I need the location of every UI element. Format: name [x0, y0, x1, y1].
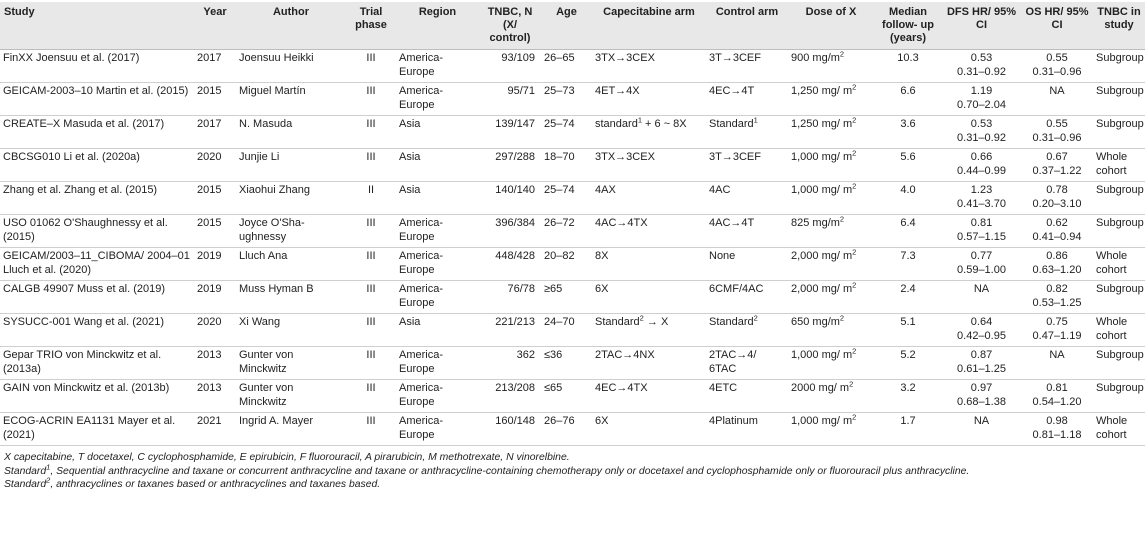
cell-year: 2013: [194, 380, 236, 413]
cell-tnbc-n: 213/208: [479, 380, 541, 413]
cell-os: NA: [1021, 83, 1093, 116]
cell-control-arm: 4EC→4T: [706, 83, 788, 116]
cell-age: 25–74: [541, 116, 592, 149]
cell-tnbc-in-study: Subgroup: [1093, 380, 1145, 413]
cell-region: America-Europe: [396, 83, 479, 116]
cell-region: Asia: [396, 314, 479, 347]
cell-region: America-Europe: [396, 281, 479, 314]
cell-followup: 3.6: [874, 116, 942, 149]
cell-year: 2015: [194, 215, 236, 248]
cell-age: 26–65: [541, 50, 592, 83]
cell-author: Gunter von Minckwitz: [236, 380, 346, 413]
cell-author: Joyce O'Sha- ughnessy: [236, 215, 346, 248]
cell-dose: 1,000 mg/ $m^2$: [788, 347, 874, 380]
cell-tnbc-in-study: Subgroup: [1093, 182, 1145, 215]
header-age: Age: [556, 6, 577, 18]
cell-control-arm: 3T→3CEF: [706, 50, 788, 83]
cell-region: America-Europe: [396, 50, 479, 83]
cell-tnbc-n: 221/213: [479, 314, 541, 347]
cell-followup: 5.6: [874, 149, 942, 182]
table-row: [0, 380, 1145, 413]
cell-age: ≤36: [541, 347, 592, 380]
cell-study: SYSUCC-001 Wang et al. (2021): [0, 314, 194, 347]
cell-dose: 2000 mg/ $m^2$: [788, 380, 874, 413]
cell-os: NA: [1021, 347, 1093, 380]
cell-tnbc-in-study: Whole cohort: [1093, 314, 1145, 347]
cell-age: ≥65: [541, 281, 592, 314]
cell-os: 0.62 0.41–0.94: [1021, 215, 1093, 248]
table-row: [0, 281, 1145, 314]
cell-year: 2017: [194, 116, 236, 149]
cell-phase: III: [346, 50, 396, 83]
cell-followup: 4.0: [874, 182, 942, 215]
cell-year: 2021: [194, 413, 236, 446]
cell-tnbc-n: 93/109: [479, 50, 541, 83]
header-year: Year: [203, 6, 227, 18]
cell-author: Junjie Li: [236, 149, 346, 182]
cell-study: Gepar TRIO von Minckwitz et al. (2013a): [0, 347, 194, 380]
cell-year: 2013: [194, 347, 236, 380]
cell-cap-arm: 2TAC→4NX: [592, 347, 706, 380]
table-row: [0, 116, 1145, 149]
cell-os: 0.55 0.31–0.96: [1021, 116, 1093, 149]
cell-cap-arm: 4EC→4TX: [592, 380, 706, 413]
cell-control-arm: Standard$^2$: [706, 314, 788, 347]
cell-study: CREATE–X Masuda et al. (2017): [0, 116, 194, 149]
cell-dfs: NA: [942, 281, 1021, 314]
cell-dose: 1,000 mg/ $m^2$: [788, 149, 874, 182]
table-header: [0, 2, 1145, 50]
cell-tnbc-n: 139/147: [479, 116, 541, 149]
cell-year: 2020: [194, 149, 236, 182]
cell-year: 2020: [194, 314, 236, 347]
cell-dose: 1,250 mg/ $m^2$: [788, 83, 874, 116]
cell-region: America-Europe: [396, 215, 479, 248]
cell-tnbc-n: 362: [479, 347, 541, 380]
cell-os: 0.82 0.53–1.25: [1021, 281, 1093, 314]
cell-followup: 5.2: [874, 347, 942, 380]
header-tnbc-in-study: TNBC in study: [1097, 6, 1141, 31]
cell-author: N. Masuda: [236, 116, 346, 149]
cell-year: 2019: [194, 248, 236, 281]
cell-tnbc-n: 140/140: [479, 182, 541, 215]
table-row: [0, 215, 1145, 248]
cell-followup: 3.2: [874, 380, 942, 413]
cell-region: America-Europe: [396, 347, 479, 380]
cell-age: 25–74: [541, 182, 592, 215]
cell-os: 0.98 0.81–1.18: [1021, 413, 1093, 446]
table-body: [0, 50, 1145, 446]
table-row: [0, 347, 1145, 380]
header-control-arm: Control arm: [715, 6, 779, 18]
cell-study: GEICAM/2003–11_CIBOMA/ 2004–01 Lluch et al. (2020): [0, 248, 194, 281]
cell-study: FinXX Joensuu et al. (2017): [0, 50, 194, 83]
cell-study: CBCSG010 Li et al. (2020a): [0, 149, 194, 182]
trials-table: [0, 2, 1145, 446]
cell-author: Lluch Ana: [236, 248, 346, 281]
cell-region: America-Europe: [396, 413, 479, 446]
cell-author: Xiaohui Zhang: [236, 182, 346, 215]
cell-author: Ingrid A. Mayer: [236, 413, 346, 446]
cell-tnbc-in-study: Subgroup: [1093, 83, 1145, 116]
cell-dose: 1,250 mg/ $m^2$: [788, 116, 874, 149]
header-tnbc-n: TNBC, N (X/ control): [487, 6, 533, 44]
cell-study: ECOG-ACRIN EA1131 Mayer et al. (2021): [0, 413, 194, 446]
cell-phase: III: [346, 380, 396, 413]
cell-followup: 1.7: [874, 413, 942, 446]
cell-author: Xi Wang: [236, 314, 346, 347]
cell-followup: 6.4: [874, 215, 942, 248]
cell-tnbc-n: 76/78: [479, 281, 541, 314]
table-row: [0, 50, 1145, 83]
footnote-standard-2: Standard$^2$, anthracyclines or taxanes based or anthracyclines and taxanes based.: [4, 475, 381, 490]
cell-dose: 900 $mg/m^2$: [788, 50, 874, 83]
cell-phase: III: [346, 413, 396, 446]
cell-os: 0.78 0.20–3.10: [1021, 182, 1093, 215]
cell-followup: 2.4: [874, 281, 942, 314]
cell-dfs: 0.87 0.61–1.25: [942, 347, 1021, 380]
cell-followup: 6.6: [874, 83, 942, 116]
cell-tnbc-in-study: Subgroup: [1093, 281, 1145, 314]
header-dfs: DFS HR/ 95% CI: [946, 6, 1017, 31]
cell-dose: 1,000 mg/ $m^2$: [788, 413, 874, 446]
cell-control-arm: 4AC: [706, 182, 788, 215]
cell-cap-arm: 3TX→3CEX: [592, 149, 706, 182]
cell-age: 25–73: [541, 83, 592, 116]
cell-age: 20–82: [541, 248, 592, 281]
header-author: Author: [272, 6, 310, 18]
cell-region: America-Europe: [396, 248, 479, 281]
cell-year: 2017: [194, 50, 236, 83]
cell-dfs: NA: [942, 413, 1021, 446]
cell-phase: III: [346, 314, 396, 347]
cell-phase: III: [346, 215, 396, 248]
cell-author: Muss Hyman B: [236, 281, 346, 314]
header-study: Study: [4, 6, 35, 18]
cell-dfs: 0.77 0.59–1.00: [942, 248, 1021, 281]
cell-phase: II: [346, 182, 396, 215]
table-row: [0, 314, 1145, 347]
cell-region: Asia: [396, 116, 479, 149]
cell-control-arm: None: [706, 248, 788, 281]
cell-study: CALGB 49907 Muss et al. (2019): [0, 281, 194, 314]
cell-study: Zhang et al. Zhang et al. (2015): [0, 182, 194, 215]
cell-followup: 7.3: [874, 248, 942, 281]
cell-phase: III: [346, 116, 396, 149]
cell-control-arm: 6CMF/4AC: [706, 281, 788, 314]
cell-study: GEICAM-2003–10 Martin et al. (2015): [0, 83, 194, 116]
cell-cap-arm: standard$^1$ + 6 ~ 8X: [592, 116, 706, 149]
cell-cap-arm: 4AC→4TX: [592, 215, 706, 248]
cell-dfs: 0.64 0.42–0.95: [942, 314, 1021, 347]
cell-os: 0.81 0.54–1.20: [1021, 380, 1093, 413]
header-region: Region: [418, 6, 457, 18]
table-row: [0, 149, 1145, 182]
header-os: OS HR/ 95% CI: [1025, 6, 1089, 31]
cell-followup: 5.1: [874, 314, 942, 347]
cell-age: ≤65: [541, 380, 592, 413]
cell-phase: III: [346, 281, 396, 314]
footnote-standard-1: Standard$^1$, Sequential anthracycline and taxane or concurrent anthracycline and taxane or anthracycline-containing chemotherapy only or docetaxel and cyclophosphamide only or fluorouracil plus anthracycline.: [4, 462, 970, 477]
cell-region: America-Europe: [396, 380, 479, 413]
cell-dfs: 0.53 0.31–0.92: [942, 116, 1021, 149]
cell-control-arm: 3T→3CEF: [706, 149, 788, 182]
cell-dose: 825 $mg/m^2$: [788, 215, 874, 248]
cell-phase: III: [346, 248, 396, 281]
cell-dose: 1,000 mg/ $m^2$: [788, 182, 874, 215]
cell-tnbc-n: 396/384: [479, 215, 541, 248]
table-footnotes: [0, 446, 1145, 492]
cell-dfs: 0.66 0.44–0.99: [942, 149, 1021, 182]
cell-year: 2019: [194, 281, 236, 314]
cell-control-arm: 2TAC→4/ 6TAC: [706, 347, 788, 380]
cell-phase: III: [346, 347, 396, 380]
cell-age: 24–70: [541, 314, 592, 347]
cell-phase: III: [346, 149, 396, 182]
cell-tnbc-n: 297/288: [479, 149, 541, 182]
cell-dfs: 0.53 0.31–0.92: [942, 50, 1021, 83]
cell-tnbc-in-study: Subgroup: [1093, 50, 1145, 83]
cell-author: Miguel Martín: [236, 83, 346, 116]
table-row: [0, 248, 1145, 281]
table-row: [0, 413, 1145, 446]
cell-cap-arm: 6X: [592, 413, 706, 446]
header-followup: Median follow- up (years): [882, 6, 934, 44]
cell-region: Asia: [396, 182, 479, 215]
cell-os: 0.67 0.37–1.22: [1021, 149, 1093, 182]
cell-dfs: 1.23 0.41–3.70: [942, 182, 1021, 215]
cell-followup: 10.3: [874, 50, 942, 83]
cell-author: Gunter von Minckwitz: [236, 347, 346, 380]
cell-tnbc-n: 95/71: [479, 83, 541, 116]
cell-os: 0.55 0.31–0.96: [1021, 50, 1093, 83]
cell-study: USO 01062 O'Shaughnessy et al. (2015): [0, 215, 194, 248]
header-dose: Dose of X: [805, 6, 857, 18]
cell-age: 26–72: [541, 215, 592, 248]
cell-cap-arm: 4ET→4X: [592, 83, 706, 116]
cell-dfs: 0.97 0.68–1.38: [942, 380, 1021, 413]
cell-control-arm: Standard$^1$: [706, 116, 788, 149]
cell-age: 26–76: [541, 413, 592, 446]
table-row: [0, 182, 1145, 215]
cell-study: GAIN von Minckwitz et al. (2013b): [0, 380, 194, 413]
cell-dose: 2,000 mg/ $m^2$: [788, 248, 874, 281]
cell-dfs: 1.19 0.70–2.04: [942, 83, 1021, 116]
cell-author: Joensuu Heikki: [236, 50, 346, 83]
cell-cap-arm: 8X: [592, 248, 706, 281]
cell-control-arm: 4ETC: [706, 380, 788, 413]
cell-year: 2015: [194, 182, 236, 215]
cell-dose: 650 $mg/m^2$: [788, 314, 874, 347]
cell-dfs: 0.81 0.57–1.15: [942, 215, 1021, 248]
cell-cap-arm: 3TX→3CEX: [592, 50, 706, 83]
cell-os: 0.75 0.47–1.19: [1021, 314, 1093, 347]
cell-year: 2015: [194, 83, 236, 116]
cell-tnbc-in-study: Subgroup: [1093, 116, 1145, 149]
header-cap-arm: Capecitabine arm: [603, 6, 695, 18]
cell-tnbc-in-study: Whole cohort: [1093, 248, 1145, 281]
cell-cap-arm: Standard$^2$ → X: [592, 314, 706, 347]
cell-tnbc-in-study: Subgroup: [1093, 215, 1145, 248]
cell-cap-arm: 6X: [592, 281, 706, 314]
table-row: [0, 83, 1145, 116]
cell-control-arm: 4AC→4T: [706, 215, 788, 248]
cell-phase: III: [346, 83, 396, 116]
cell-tnbc-in-study: Subgroup: [1093, 347, 1145, 380]
cell-cap-arm: 4AX: [592, 182, 706, 215]
cell-tnbc-in-study: Whole cohort: [1093, 413, 1145, 446]
cell-tnbc-n: 448/428: [479, 248, 541, 281]
cell-dose: 2,000 mg/ $m^2$: [788, 281, 874, 314]
header-phase: Trial phase: [355, 6, 387, 31]
cell-tnbc-in-study: Whole cohort: [1093, 149, 1145, 182]
footnote-abbreviations: X capecitabine, T docetaxel, C cyclophosphamide, E epirubicin, F fluorouracil, A pirarubicin, M methotrexate, N vinorelbine.: [4, 452, 570, 463]
cell-control-arm: 4Platinum: [706, 413, 788, 446]
cell-os: 0.86 0.63–1.20: [1021, 248, 1093, 281]
cell-region: Asia: [396, 149, 479, 182]
cell-tnbc-n: 160/148: [479, 413, 541, 446]
cell-age: 18–70: [541, 149, 592, 182]
